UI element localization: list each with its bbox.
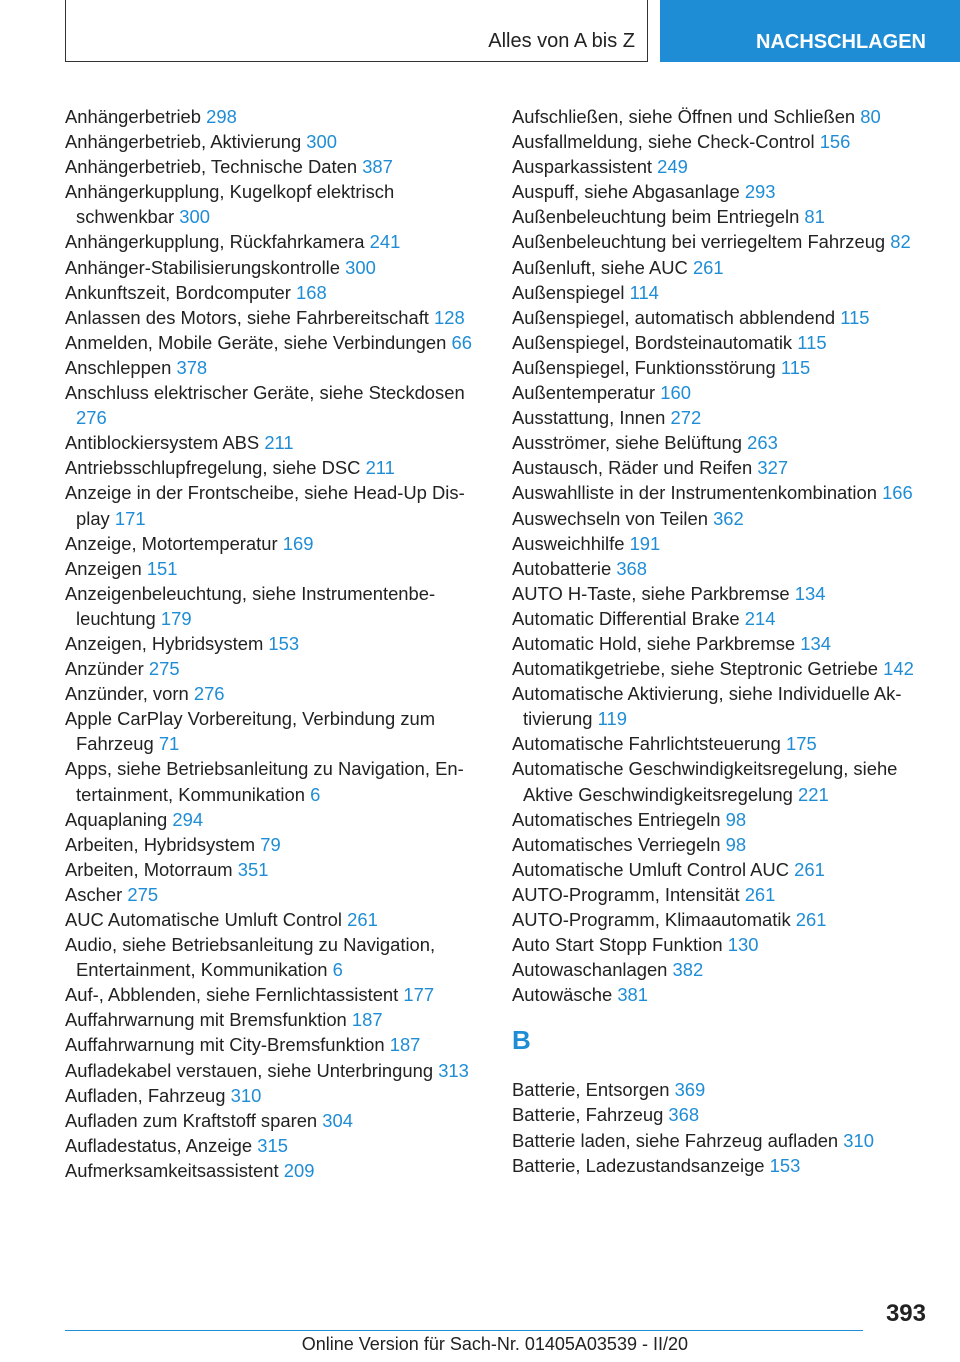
index-entry: [65, 104, 485, 129]
page-number: 393: [885, 1300, 926, 1327]
index-entry-text: Außenluft, siehe AUC: [512, 256, 688, 278]
page-reference-link[interactable]: 378: [176, 356, 208, 378]
page-reference-link[interactable]: 134: [800, 632, 831, 654]
page-reference-link[interactable]: 211: [365, 457, 395, 479]
index-entry-text: Ausstattung, Innen: [512, 407, 666, 429]
index-entry: [512, 1102, 932, 1127]
page-reference-link[interactable]: 71: [158, 733, 180, 755]
page-reference-link[interactable]: 115: [840, 306, 870, 328]
index-entry: [512, 957, 932, 982]
page-reference-link[interactable]: 187: [351, 1009, 383, 1031]
index-entry-text: Automatic Differential Brake: [512, 607, 740, 629]
index-entry: [65, 1133, 485, 1158]
page-reference-link[interactable]: 310: [843, 1129, 874, 1151]
page-reference-link[interactable]: 261: [795, 909, 827, 930]
index-entry: [65, 531, 485, 556]
index-entries-a-continued: [512, 104, 932, 1007]
page-reference-link[interactable]: 214: [744, 607, 776, 629]
index-entry-text: Auffahrwarnung mit City-Bremsfunktion: [65, 1034, 385, 1056]
index-entry: [65, 330, 485, 355]
page-reference-link[interactable]: 114: [629, 281, 659, 303]
index-entry-text: Audio, siehe Betriebsanleitung zu Navigation, Entertainment, Kommunikation: [65, 934, 436, 981]
page-reference-link[interactable]: 351: [237, 858, 269, 880]
page-reference-link[interactable]: 381: [617, 984, 649, 1006]
index-entry: [65, 631, 485, 656]
index-entry: [512, 656, 932, 681]
index-entry-text: Ascher: [65, 883, 123, 905]
page-reference-link[interactable]: 98: [725, 808, 747, 830]
index-entry-text: AUTO H-Taste, siehe Parkbremse: [512, 582, 790, 604]
index-entry-text: Anhängerkupplung, Kugelkopf elektrisch schwenkbar: [65, 181, 395, 228]
index-entry-text: Automatic Hold, siehe Parkbremse: [512, 632, 796, 654]
page-reference-link[interactable]: 79: [260, 833, 281, 855]
page-reference-link[interactable]: 249: [657, 156, 688, 178]
page-reference-link[interactable]: 80: [860, 106, 881, 127]
index-entry-text: Arbeiten, Hybridsystem: [65, 833, 256, 855]
index-entry: [512, 1153, 932, 1178]
index-entry: [512, 1128, 932, 1153]
page-reference-link[interactable]: 156: [819, 131, 851, 153]
index-entry-text: Anzünder, vorn: [65, 683, 189, 705]
page-reference-link[interactable]: 294: [172, 808, 204, 830]
footer-online-version: Online Version für Sach-Nr. 01405A03539 - II/20: [301, 1334, 688, 1354]
index-column-right: [512, 104, 932, 1178]
page-reference-link[interactable]: 82: [890, 231, 911, 253]
index-entry: [65, 1083, 485, 1108]
page-reference-link[interactable]: 261: [794, 858, 825, 880]
index-entry: [65, 756, 485, 806]
page-reference-link[interactable]: 6: [332, 959, 343, 981]
index-entry-text: Außenspiegel, Funktionsstörung: [512, 356, 776, 378]
letter-heading-b: B: [512, 1025, 531, 1056]
page-reference-link[interactable]: 263: [747, 432, 778, 454]
index-entry-text: Automatische Fahrlichtsteuerung: [512, 733, 781, 755]
index-entry-text: Anschleppen: [65, 356, 172, 378]
page-reference-link[interactable]: 304: [322, 1109, 353, 1131]
index-entry: [512, 807, 932, 832]
index-entry: [512, 305, 932, 330]
index-entry-text: Anzeige in der Frontscheibe, siehe Head-Up Display: [65, 482, 465, 529]
index-entry-text: Automatische Geschwindigkeitsregelung, siehe Aktive Geschwindigkeitsregelung: [512, 758, 898, 805]
page-reference-link[interactable]: 369: [674, 1079, 706, 1101]
index-entry-text: Auswahlliste in der Instrumentenkombination: [512, 482, 877, 504]
page-reference-link[interactable]: 221: [798, 783, 829, 805]
index-entry: [512, 907, 932, 932]
page-reference-link[interactable]: 275: [148, 658, 180, 680]
index-entry-text: Autowäsche: [512, 984, 613, 1006]
index-entry-text: Anzeigenbeleuchtung, siehe Instrumentenbeleuchtung: [65, 582, 436, 629]
page-reference-link[interactable]: 276: [76, 407, 107, 429]
page-reference-link[interactable]: 362: [713, 507, 744, 529]
index-entry-text: Anlassen des Motors, siehe Fahrbereitschaft: [65, 306, 429, 328]
index-entry: [65, 656, 485, 681]
page-reference-link[interactable]: 179: [160, 607, 192, 629]
index-entry-text: Batterie, Fahrzeug: [512, 1104, 664, 1126]
index-entry: [65, 255, 485, 280]
index-entry: [512, 882, 932, 907]
index-entry-text: AUTO-Programm, Intensität: [512, 883, 740, 905]
header-title: Alles von A bis Z: [488, 30, 635, 52]
index-entry-text: Antriebsschlupfregelung, siehe DSC: [65, 457, 361, 479]
page-reference-link[interactable]: 6: [310, 783, 321, 805]
page-reference-link[interactable]: 275: [127, 883, 159, 905]
index-entry: [512, 556, 932, 581]
index-entry-text: Anhängerbetrieb: [65, 106, 201, 127]
index-entry: [512, 982, 932, 1007]
index-entry: [65, 1007, 485, 1032]
index-entry-text: Aquaplaning: [65, 808, 168, 830]
page-reference-link[interactable]: 310: [230, 1084, 262, 1106]
page-reference-link[interactable]: 313: [438, 1059, 469, 1081]
index-entry-text: Auto Start Stopp Funktion: [512, 934, 723, 956]
index-entry-text: Autowaschanlagen: [512, 959, 668, 981]
index-entry-text: Batterie, Ladezustandsanzeige: [512, 1154, 765, 1176]
index-entry-text: Anmelden, Mobile Geräte, siehe Verbindungen: [65, 331, 447, 353]
index-entry: [65, 982, 485, 1007]
page-reference-link[interactable]: 130: [727, 934, 759, 956]
index-entry: [65, 581, 485, 631]
index-entries-b: [512, 1077, 932, 1177]
index-entry: [512, 581, 932, 606]
index-entry: [65, 380, 485, 430]
page-reference-link[interactable]: 187: [389, 1034, 421, 1056]
index-entry-text: Batterie laden, siehe Fahrzeug aufladen: [512, 1129, 839, 1151]
index-entry-text: Außenspiegel, Bordsteinautomatik: [512, 331, 793, 353]
index-entry-text: Anhängerkupplung, Rückfahrkamera: [65, 231, 365, 253]
index-entry-text: Anhängerbetrieb, Technische Daten: [65, 156, 358, 178]
index-entry-text: Automatikgetriebe, siehe Steptronic Getriebe: [512, 658, 878, 680]
page-reference-link[interactable]: 166: [882, 482, 913, 504]
page-reference-link[interactable]: 98: [725, 833, 747, 855]
index-entry-text: Aufladen, Fahrzeug: [65, 1084, 226, 1106]
index-entry: [512, 681, 932, 731]
index-column-left: [65, 104, 485, 1183]
index-entry: [512, 330, 932, 355]
page-reference-link[interactable]: 153: [268, 632, 300, 654]
page-reference-link[interactable]: 298: [206, 106, 237, 127]
index-entry: [512, 255, 932, 280]
index-entry: [65, 430, 485, 455]
index-entry-text: Aufladestatus, Anzeige: [65, 1134, 253, 1156]
index-entry: [65, 1032, 485, 1057]
header-tab: [65, 0, 648, 62]
page-reference-link[interactable]: 387: [362, 156, 393, 178]
index-entry: [512, 480, 932, 505]
index-entry: [512, 280, 932, 305]
index-entry: [65, 932, 485, 982]
index-entry: [512, 1077, 932, 1102]
index-entry-text: Außenspiegel, automatisch abblendend: [512, 306, 836, 328]
index-entry: [512, 179, 932, 204]
index-entry: [512, 129, 932, 154]
index-entry: [512, 430, 932, 455]
index-entry-text: Außenbeleuchtung bei verriegeltem Fahrzeug: [512, 231, 886, 253]
page-reference-link[interactable]: 171: [114, 507, 146, 529]
index-entry-text: Anzeige, Motortemperatur: [65, 532, 278, 554]
index-entry-text: AUTO-Programm, Klimaautomatik: [512, 909, 791, 930]
index-entry-text: Ankunftszeit, Bordcomputer: [65, 281, 291, 303]
index-entry-text: Auf-, Abblenden, siehe Fernlichtassistent: [65, 984, 399, 1006]
index-entry: [512, 154, 932, 179]
index-entry: [65, 455, 485, 480]
page-reference-link[interactable]: 151: [146, 557, 178, 579]
index-entry-text: Automatisches Entriegeln: [512, 808, 721, 830]
index-entry-text: Ausparkassistent: [512, 156, 653, 178]
index-entry: [512, 355, 932, 380]
index-entry-text: Anzeigen: [65, 557, 142, 579]
page-reference-link[interactable]: 175: [785, 733, 817, 755]
index-entry: [65, 832, 485, 857]
index-entry-text: Automatisches Verriegeln: [512, 833, 721, 855]
page-reference-link[interactable]: 382: [672, 959, 704, 981]
index-entry: [65, 556, 485, 581]
index-entry: [65, 807, 485, 832]
page-reference-link[interactable]: 66: [451, 331, 472, 353]
page-reference-link[interactable]: 368: [616, 557, 647, 579]
page-reference-link[interactable]: 81: [804, 206, 825, 228]
index-entry-text: Anhängerbetrieb, Aktivierung: [65, 131, 302, 153]
index-entry: [512, 506, 932, 531]
index-entry-text: Auswechseln von Teilen: [512, 507, 708, 529]
index-entry-text: Auffahrwarnung mit Bremsfunktion: [65, 1009, 347, 1031]
page-reference-link[interactable]: 315: [257, 1134, 288, 1156]
index-entry: [512, 204, 932, 229]
index-entry: [512, 380, 932, 405]
index-entry-text: Autobatterie: [512, 557, 612, 579]
page-reference-link[interactable]: 142: [883, 658, 914, 680]
index-entry: [512, 631, 932, 656]
index-entry: [65, 706, 485, 756]
page-reference-link[interactable]: 261: [692, 256, 724, 278]
index-entry: [65, 882, 485, 907]
index-entry: [512, 606, 932, 631]
page-reference-link[interactable]: 261: [347, 909, 378, 930]
index-entry-text: Anzeigen, Hybridsystem: [65, 632, 264, 654]
index-entry: [65, 129, 485, 154]
page-reference-link[interactable]: 115: [797, 331, 827, 353]
index-entry-text: Automatische Aktivierung, siehe Individuelle Aktivierung: [512, 683, 902, 730]
index-entry-text: Apps, siehe Betriebsanleitung zu Navigation, Entertainment, Kommunikation: [65, 758, 464, 805]
index-entry-text: Auspuff, siehe Abgasanlage: [512, 181, 740, 203]
index-entry: [512, 229, 932, 254]
index-entry: [512, 455, 932, 480]
index-entry: [65, 305, 485, 330]
index-entry: [65, 907, 485, 932]
index-entry-text: Ausströmer, siehe Belüftung: [512, 432, 743, 454]
index-entry: [65, 857, 485, 882]
page-reference-link[interactable]: 241: [369, 231, 401, 253]
index-entry: [512, 857, 932, 882]
index-entry-text: Außenspiegel: [512, 281, 625, 303]
index-entry: [65, 681, 485, 706]
page-reference-link[interactable]: 119: [597, 708, 627, 730]
index-entry: [65, 1158, 485, 1183]
index-entry-text: Anschluss elektrischer Geräte, siehe Steckdosen: [65, 382, 465, 404]
index-entry-text: Anhänger-Stabilisierungskontrolle: [65, 256, 340, 278]
footer-divider: [65, 1330, 863, 1331]
section-tab[interactable]: NACHSCHLAGEN: [660, 0, 960, 62]
page-reference-link[interactable]: 177: [403, 984, 435, 1006]
index-entry: [512, 405, 932, 430]
index-entry: [512, 731, 932, 756]
index-entry: [65, 280, 485, 305]
index-entry: [65, 179, 485, 229]
page-reference-link[interactable]: 300: [345, 256, 376, 278]
page-reference-link[interactable]: 368: [668, 1104, 700, 1126]
page-reference-link[interactable]: 128: [434, 306, 465, 328]
page-reference-link[interactable]: 211: [264, 432, 294, 454]
index-entry-text: Außentemperatur: [512, 382, 656, 404]
index-entry: [512, 756, 932, 806]
page-reference-link[interactable]: 209: [283, 1159, 315, 1181]
page-reference-link[interactable]: 115: [780, 356, 811, 378]
index-entry-text: Ausweichhilfe: [512, 532, 625, 554]
page-reference-link[interactable]: 261: [744, 883, 776, 905]
index-entry: [65, 154, 485, 179]
index-entry-text: Aufladen zum Kraftstoff sparen: [65, 1109, 318, 1131]
page-reference-link[interactable]: 300: [306, 131, 337, 153]
page-reference-link[interactable]: 276: [193, 683, 225, 705]
index-entry-text: AUC Automatische Umluft Control: [65, 909, 342, 930]
index-entry: [65, 1058, 485, 1083]
index-entry-text: Arbeiten, Motorraum: [65, 858, 233, 880]
index-entry: [65, 1108, 485, 1133]
page-reference-link[interactable]: 272: [670, 407, 702, 429]
page-reference-link[interactable]: 160: [660, 382, 691, 404]
index-entry-text: Antiblockiersystem ABS: [65, 432, 260, 454]
index-entry-text: Austausch, Räder und Reifen: [512, 457, 753, 479]
index-entry-text: Ausfallmeldung, siehe Check-Control: [512, 131, 815, 153]
index-entry: [512, 932, 932, 957]
page-reference-link[interactable]: 134: [794, 582, 826, 604]
index-entry-text: Aufmerksamkeitsassistent: [65, 1159, 279, 1181]
page-reference-link[interactable]: 153: [769, 1154, 801, 1176]
page-reference-link[interactable]: 327: [757, 457, 789, 479]
index-entry-text: Automatische Umluft Control AUC: [512, 858, 789, 880]
index-entry: [512, 531, 932, 556]
page-reference-link[interactable]: 300: [179, 206, 210, 228]
index-entry-text: Aufschließen, siehe Öffnen und Schließen: [512, 106, 856, 127]
index-entry-text: Aufladekabel verstauen, siehe Unterbringung: [65, 1059, 434, 1081]
index-entry: [65, 229, 485, 254]
index-entry: [512, 104, 932, 129]
index-entry: [65, 480, 485, 530]
page-reference-link[interactable]: 168: [296, 281, 327, 303]
page-reference-link[interactable]: 191: [629, 532, 661, 554]
page-reference-link[interactable]: 293: [744, 181, 776, 203]
index-entry-text: Außenbeleuchtung beim Entriegeln: [512, 206, 800, 228]
index-entry-text: Anzünder: [65, 658, 144, 680]
index-entry: [512, 832, 932, 857]
index-entry-text: Apple CarPlay Vorbereitung, Verbindung zum Fahrzeug: [65, 708, 436, 755]
page-reference-link[interactable]: 169: [282, 532, 314, 554]
index-entry-text: Batterie, Entsorgen: [512, 1079, 670, 1101]
index-entry: [65, 355, 485, 380]
